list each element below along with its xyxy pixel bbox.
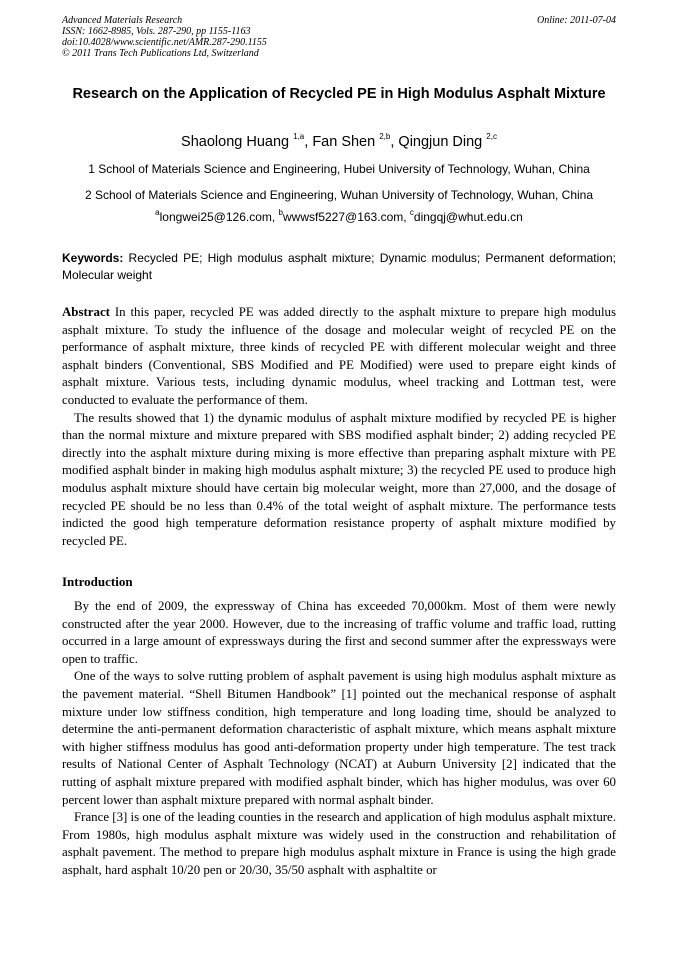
journal-name: Advanced Materials Research [62, 15, 183, 26]
email-mark: a [155, 208, 160, 217]
author-list: Shaolong Huang $^{1,a}$, Fan Shen $^{2,b}$, Qingjun Ding $^{2,c}$ [181, 132, 497, 150]
author-name: Fan Shen [312, 134, 376, 150]
affiliation-2: 2 School of Materials Science and Engineering, Wuhan University of Technology, Wuhan, China [84, 188, 594, 202]
email-mark: b [278, 208, 283, 217]
introduction-section [62, 598, 616, 880]
email-mark: c [409, 208, 414, 217]
email-list: $^a$longwei25@126.com, $^b$wwwsf5227@163.com, $^c$dingqj@whut.edu.cn [155, 208, 523, 224]
abstract-section [62, 304, 616, 550]
abstract-paragraph-2: The results showed that 1) the dynamic modulus of asphalt mixture modified by recycled PE is higher than the normal mixture and mixture prepared with SBS modified asphalt binder; 2) adding recycled PE directly into the asphalt mixture during mixing is more effective than preparing asphalt mixture with PE modified asphalt binder in making high modulus asphalt mixture; 3) the recycled PE used to produce high modulus asphalt mixture should have certain big molecular weight, more than 27,000, and the dosage of recycled PE should be no less than 0.4% of the total weight of asphalt mixture. The performance tests indicted the good high temperature deformation resistance property of asphalt mixture modified by recycled PE. [62, 410, 616, 548]
affiliation-1: 1 School of Materials Science and Engineering, Hubei University of Technology, Wuhan, China [88, 162, 590, 176]
introduction-paragraph-1: By the end of 2009, the expressway of China has exceeded 70,000km. Most of them were newly constructed after the year 2000. However, due to the increasing of traffic volume and traffic load, rutting occurred in a large amount of expressways during the first and second summer after the expressways were open to traffic. [62, 599, 616, 666]
email-address[interactable]: dingqj@whut.edu.cn [413, 210, 523, 224]
introduction-paragraph-2: One of the ways to solve rutting problem of asphalt pavement is using high modulus asphalt mixture as the pavement material. “Shell Bitumen Handbook” [1] pointed out the mechanical response of asphalt mixture under low stiffness condition, high temperature and long loading time, should be analyzed to determine the anti-permanent deformation characteristic of asphalt mixture, which means asphalt mixture with higher stiffness modulus has good anti-deformation property under high temperature. The test track results of National Center of Asphalt Technology (NCAT) at Auburn University [2] indicated that the rutting of asphalt mixture prepared with modified asphalt binder, which has higher modulus, was over 60 percent lower than asphalt mixture prepared with normal asphalt binder. [62, 669, 616, 807]
abstract-paragraph-1 [62, 304, 616, 410]
abstract-label: Abstract [62, 305, 110, 319]
author-name: Shaolong Huang [181, 134, 290, 150]
email-address[interactable]: wwwsf5227@163.com [283, 210, 404, 224]
introduction-paragraph-3: France [3] is one of the leading counties in the research and application of high modulus asphalt mixture. From 1980s, high modulus asphalt mixture was widely used in the construction and rehabilitation of asphalt pavement. The method to prepare high modulus asphalt mixture in France is using the high grade asphalt, hard asphalt 10/20 pen or 20/30, 35/50 asphalt with asphaltite or [62, 810, 616, 877]
author-affiliation-mark: 2,b [379, 132, 391, 142]
section-heading-introduction: Introduction [62, 574, 133, 589]
issn-line: ISSN: 1662-8985, Vols. 287-290, pp 1155-1163 [62, 26, 251, 37]
paper-title: Research on the Application of Recycled PE in High Modulus Asphalt Mixture [72, 86, 606, 102]
copyright-line: © 2011 Trans Tech Publications Ltd, Switzerland [62, 48, 259, 59]
keywords-label: Keywords: [62, 251, 124, 265]
author-affiliation-mark: 1,a [293, 132, 305, 142]
author-affiliation-mark: 2,c [486, 132, 497, 142]
doi-line[interactable]: doi:10.4028/www.scientific.net/AMR.287-290.1155 [62, 37, 267, 48]
journal-header [62, 15, 616, 59]
online-date: Online: 2011-07-04 [537, 15, 616, 26]
email-address[interactable]: longwei25@126.com [159, 210, 272, 224]
abstract-text-1: In this paper, recycled PE was added directly to the asphalt mixture to prepare high modulus asphalt mixture. To study the influence of the dosage and molecular weight of recycled PE on the performance of asphalt mixture, three kinds of recycled PE with different molecular weight and three asphalt binders (Conventional, SBS Modified and PE Modified) were used to prepare eight kinds of asphalt mixture. Various tests, including dynamic modulus, wheel tracking and Lottman test, were conducted to evaluate the performance of them. [62, 305, 616, 407]
author-name: Qingjun Ding [398, 134, 483, 150]
keywords-text: Recycled PE; High modulus asphalt mixture; Dynamic modulus; Permanent deformation; Molecular weight [62, 251, 616, 282]
keywords [62, 250, 616, 284]
